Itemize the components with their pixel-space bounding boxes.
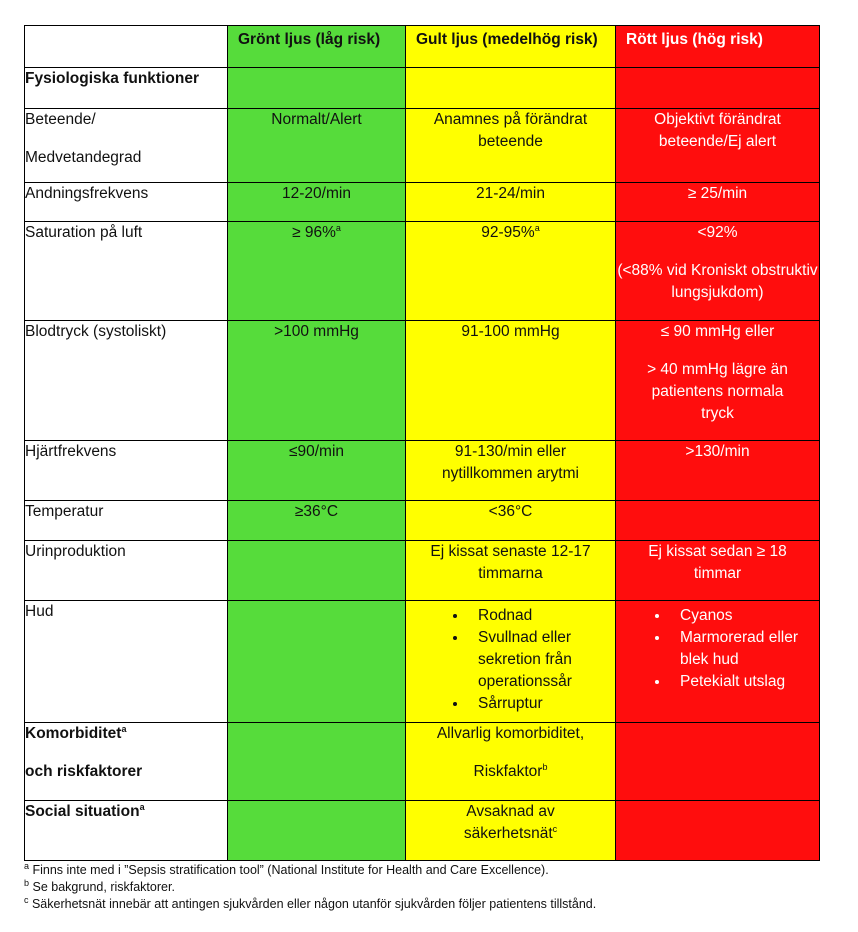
- value-subtext: (<88% vid Kroniskt obstruktiv lungsjukdom): [617, 262, 818, 301]
- header-green: Grönt ljus (låg risk): [228, 26, 406, 68]
- value-text: Riskfaktor: [473, 763, 543, 780]
- list-item: • Marmorerad eller blek hud: [670, 627, 819, 671]
- label-line: och riskfaktorer: [25, 763, 143, 780]
- table-row-hud: [25, 601, 820, 723]
- footnote: [24, 862, 596, 879]
- green-value: 12-20/min: [228, 183, 406, 222]
- red-value: [616, 801, 820, 861]
- risk-table: [24, 25, 820, 861]
- header-row: [25, 26, 820, 68]
- footnotes: [24, 862, 596, 913]
- footnote-mark: a: [335, 222, 341, 233]
- red-value: [616, 723, 820, 801]
- green-value: [228, 723, 406, 801]
- red-value: [616, 501, 820, 541]
- yellow-value: 91-130/min eller nytillkommen arytmi: [406, 441, 616, 501]
- bullet-list: [616, 605, 819, 693]
- section-row: [25, 68, 820, 109]
- value-text: ≤ 90 mmHg eller: [660, 323, 775, 340]
- footnote-text: Se bakgrund, riskfaktorer.: [29, 880, 175, 894]
- section-yellow-cell: [406, 68, 616, 109]
- red-value: [616, 321, 820, 441]
- table-row-blodtryck: [25, 321, 820, 441]
- yellow-value: [406, 222, 616, 321]
- list-item: • Sårruptur: [468, 693, 615, 715]
- label-text: Komorbiditet: [25, 725, 122, 742]
- header-empty-cell: [25, 26, 228, 68]
- yellow-value: 91-100 mmHg: [406, 321, 616, 441]
- green-value: [228, 601, 406, 723]
- yellow-value: <36°C: [406, 501, 616, 541]
- table-row-andning: [25, 183, 820, 222]
- value-subtext: [406, 745, 615, 783]
- row-label: [25, 109, 228, 183]
- footnote-text: Säkerhetsnät innebär att antingen sjukvården eller någon utanför sjukvården följer patientens tillstånd.: [28, 897, 597, 911]
- yellow-value: [406, 801, 616, 861]
- table-row-beteende: [25, 109, 820, 183]
- yellow-value: Ej kissat senaste 12-17 timmarna: [406, 541, 616, 601]
- label-line: Medvetandegrad: [25, 149, 142, 166]
- row-label: Temperatur: [25, 501, 228, 541]
- header-red: Rött ljus (hög risk): [616, 26, 820, 68]
- red-value: ≥ 25/min: [616, 183, 820, 222]
- bullet-list: [406, 605, 615, 715]
- footnote-mark: a: [121, 723, 127, 734]
- yellow-value: Anamnes på förändrat beteende: [406, 109, 616, 183]
- green-value: [228, 222, 406, 321]
- table-row-temp: [25, 501, 820, 541]
- green-value: ≥36°C: [228, 501, 406, 541]
- footnote-mark: b: [24, 877, 30, 888]
- green-value: [228, 801, 406, 861]
- red-value: Objektivt förändrat beteende/Ej alert: [616, 109, 820, 183]
- footnote-mark: c: [24, 894, 29, 905]
- footnote-mark: a: [534, 222, 540, 233]
- section-red-cell: [616, 68, 820, 109]
- table-row-saturation: [25, 222, 820, 321]
- table-row-urin: [25, 541, 820, 601]
- yellow-value: [406, 723, 616, 801]
- value-text: Allvarlig komorbiditet,: [436, 725, 585, 742]
- row-label: Hjärtfrekvens: [25, 441, 228, 501]
- green-value: >100 mmHg: [228, 321, 406, 441]
- footnote-mark: b: [542, 761, 548, 772]
- red-value: Ej kissat sedan ≥ 18 timmar: [616, 541, 820, 601]
- footnote-mark: c: [552, 823, 558, 834]
- row-label: Blodtryck (systoliskt): [25, 321, 228, 441]
- header-yellow: Gult ljus (medelhög risk): [406, 26, 616, 68]
- list-item: • Cyanos: [670, 605, 819, 627]
- value-text: ≥ 96%: [292, 224, 336, 241]
- red-value: [616, 601, 820, 723]
- list-item: • Svullnad eller sekretion från operationssår: [468, 627, 615, 693]
- list-item: • Petekialt utslag: [670, 671, 819, 693]
- red-value: [616, 222, 820, 321]
- value-text: Avsaknad av säkerhetsnät: [463, 803, 555, 842]
- footnote-mark: a: [24, 860, 30, 871]
- table-row-komorbiditet: [25, 723, 820, 801]
- row-label: [25, 801, 228, 861]
- label-line: Beteende/: [25, 111, 96, 128]
- green-value: [228, 541, 406, 601]
- list-item: • Rodnad: [468, 605, 615, 627]
- red-value: >130/min: [616, 441, 820, 501]
- section-green-cell: [228, 68, 406, 109]
- footnote: [24, 879, 596, 896]
- yellow-value: [406, 601, 616, 723]
- yellow-value: 21-24/min: [406, 183, 616, 222]
- footnote-text: Finns inte med i ”Sepsis stratification tool” (National Institute for Health and Care Excellence).: [29, 863, 549, 877]
- footnote: [24, 896, 596, 913]
- row-label: Hud: [25, 601, 228, 723]
- label-text: Social situation: [25, 803, 140, 820]
- value-text: <92%: [697, 224, 738, 241]
- value-text: 92-95%: [481, 224, 535, 241]
- green-value: Normalt/Alert: [228, 109, 406, 183]
- row-label: [25, 723, 228, 801]
- row-label: Saturation på luft: [25, 222, 228, 321]
- green-value: ≤90/min: [228, 441, 406, 501]
- table-row-hjart: [25, 441, 820, 501]
- value-subtext: > 40 mmHg lägre än patientens normala tryck: [647, 361, 788, 422]
- table-row-social: [25, 801, 820, 861]
- label-line: [25, 723, 227, 745]
- row-label: Andningsfrekvens: [25, 183, 228, 222]
- section-title: Fysiologiska funktioner: [25, 68, 228, 109]
- row-label: Urinproduktion: [25, 541, 228, 601]
- footnote-mark: a: [139, 801, 145, 812]
